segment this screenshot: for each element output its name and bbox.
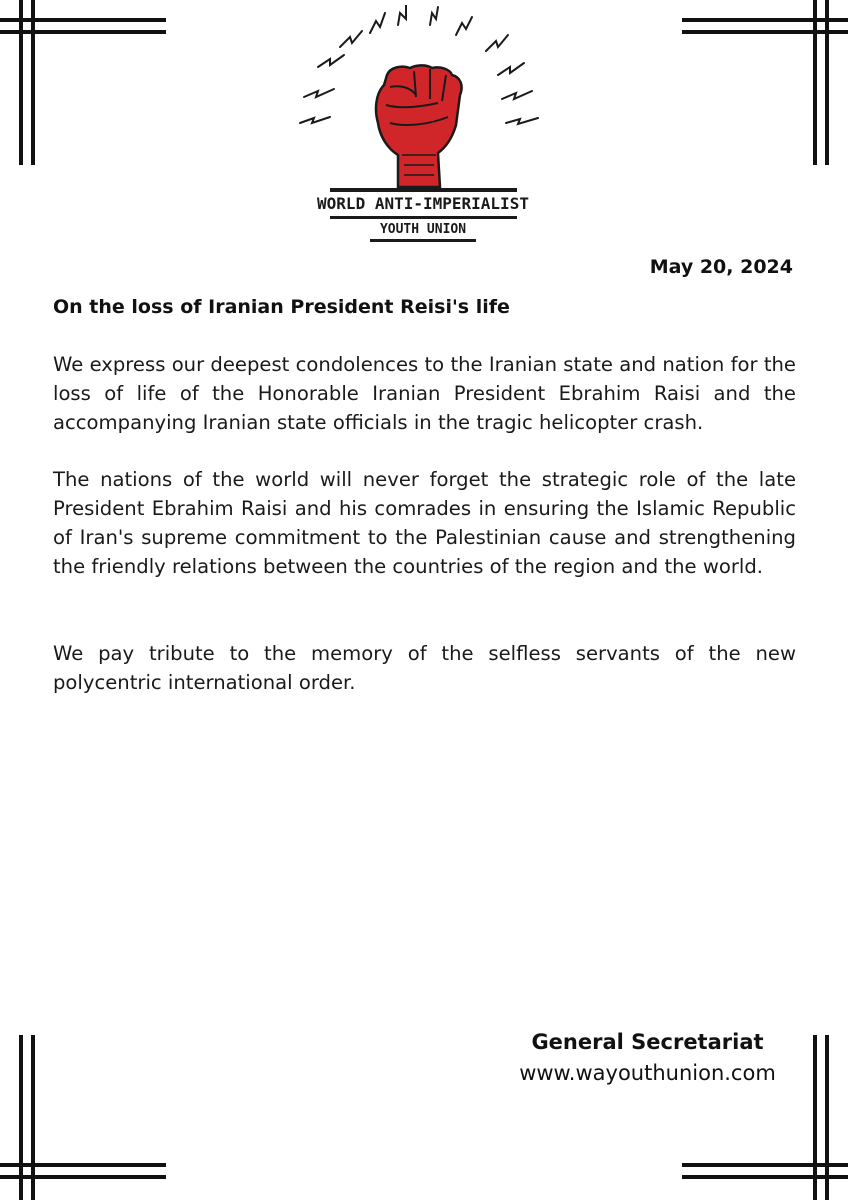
letter-date: May 20, 2024 <box>649 256 793 278</box>
body-paragraph-1: We express our deepest condolences to the Iranian state and nation for the loss of life of the Honorable Iranian President Ebrahim Raisi and the accompanying Iranian state officials in the tragic helicopter crash. <box>53 353 796 434</box>
website-link[interactable]: www.wayouthunion.com <box>519 1061 776 1085</box>
corner-ornament-top-right <box>678 0 848 170</box>
corner-ornament-bottom-left <box>0 1030 170 1200</box>
letter-heading: On the loss of Iranian President Reisi's life <box>53 296 510 318</box>
signature-title: General Secretariat <box>531 1030 764 1054</box>
logo-title-line1: WORLD ANTI-IMPERIALIST <box>317 194 529 213</box>
corner-ornament-top-left <box>0 0 170 170</box>
signature-block <box>495 1027 800 1089</box>
body-paragraph-2: The nations of the world will never forget the strategic role of the late President Ebrahim Raisi and his comrades in ensuring the Islamic Republic of Iran's supreme commitment to the Palestinian cause and strengthening the friendly relations between the countries of the region and the world. <box>53 468 796 578</box>
raised-fist-icon <box>376 65 462 187</box>
body-paragraph-3: We pay tribute to the memory of the selfless servants of the new polycentric international order. <box>53 642 796 694</box>
organization-logo <box>290 5 555 245</box>
logo-title-line2: YOUTH UNION <box>379 222 467 237</box>
